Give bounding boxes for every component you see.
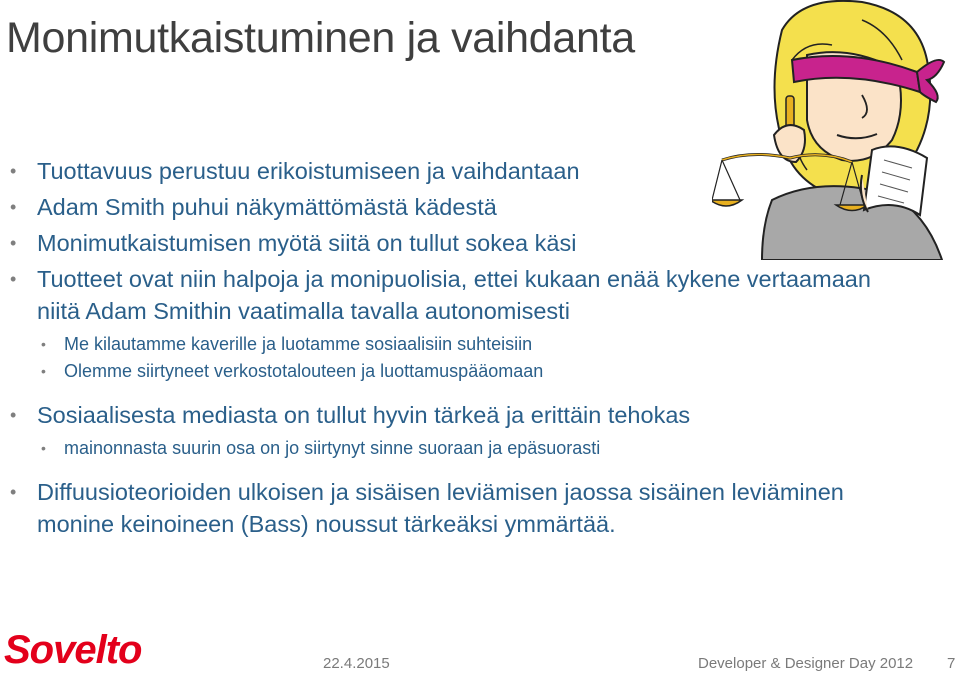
footer-date: 22.4.2015: [323, 655, 390, 672]
slide-title: Monimutkaistuminen ja vaihdanta: [6, 14, 635, 62]
footer-event-name: Developer & Designer Day 2012: [698, 655, 914, 672]
bullet-item: • Diffuusioteorioiden ulkoisen ja sisäisen leviämisen jaossa sisäinen leviäminen monine keinoineen (Bass) noussut tärkeäksi ymmärtää.: [10, 476, 900, 540]
bullet-item: • Sosiaalisesta mediasta on tullut hyvin tärkeä ja erittäin tehokas: [10, 399, 900, 431]
sub-bullet-item: • mainonnasta suurin osa on jo siirtynyt sinne suoraan ja epäsuorasti: [10, 435, 900, 462]
bullet-item: • Monimutkaistumisen myötä siitä on tullut sokea käsi: [10, 227, 900, 259]
bullet-item: • Tuottavuus perustuu erikoistumiseen ja vaihdantaan: [10, 155, 900, 187]
sub-bullet-item: • Olemme siirtyneet verkostotalouteen ja luottamuspääomaan: [10, 358, 900, 385]
bullet-list: [10, 155, 900, 544]
sovelto-logo: Sovelto: [4, 628, 142, 672]
bullet-item: • Tuotteet ovat niin halpoja ja monipuolisia, ettei kukaan enää kykene vertaamaan niitä Adam Smithin vaatimalla tavalla autonomisesti: [10, 263, 900, 327]
bullet-item: • Adam Smith puhui näkymättömästä kädestä: [10, 191, 900, 223]
sub-bullet-item: • Me kilautamme kaverille ja luotamme sosiaalisiin suhteisiin: [10, 331, 900, 358]
page-number: 7: [947, 655, 956, 672]
